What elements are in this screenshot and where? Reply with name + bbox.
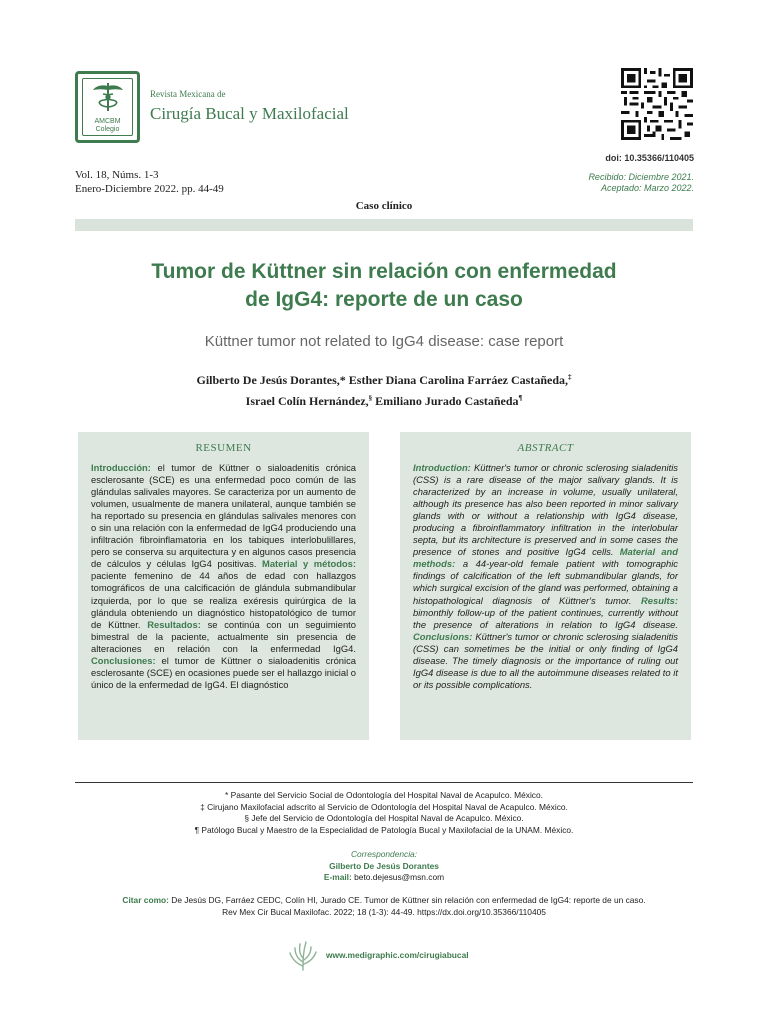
volume-info xyxy=(75,168,224,196)
journal-website-link[interactable]: www.medigraphic.com/cirugiabucal xyxy=(326,950,469,960)
abstract-conclusions-label: Conclusions: xyxy=(413,630,473,642)
correspondence-label: Correspondencia: xyxy=(350,849,418,859)
accepted-date: Aceptado: Marzo 2022. xyxy=(600,183,694,193)
resumen-conclusions-text: el tumor de Küttner o sialoadenitis crónica esclerosante (SCE) en ocasiones puede ser el hallazgo inicial o único de la enfermedad de IgG4. El diagnóstico xyxy=(91,654,356,690)
abstract-heading: ABSTRACT xyxy=(517,442,574,454)
abstract-results-text: bimonthly follow-up of the patient continues, currently without the presence of alterations in relation to IgG4 disease. xyxy=(413,606,678,630)
author-mark-2: § xyxy=(368,394,373,402)
abstract-results-label: Results: xyxy=(641,594,678,606)
author-list xyxy=(80,368,688,410)
abstract-methods-label: Material and methods: xyxy=(413,546,679,570)
section-divider-bar xyxy=(75,219,693,231)
abstract-intro-text: Küttner's tumor or chronic sclerosing sialadenitis (CSS) is a rare disease of the major salivary glands. It is characterized by an increase in volume, usually unilateral, although its presence has also been reported in minor salivary glands with or without a relationship with IgG4 disease, producing a fibroinflammatory infiltration in the interlobular septa, but its architecture is preserved and in some cases the presence of stones and positive IgG4 cells. xyxy=(413,462,678,558)
affiliation-3: § Jefe del Servicio de Odontología del Hospital Naval de Acapulco. México. xyxy=(244,813,524,824)
author-mark-1: ‡ xyxy=(568,373,572,381)
authors-line2b: Emiliano Jurado Castañeda xyxy=(372,394,519,408)
journal-subtitle: Revista Mexicana de xyxy=(150,89,226,99)
resumen-methods-label: Material y métodos: xyxy=(262,558,356,570)
resumen-results-text: se continúa con un seguimiento bimestral de la paciente, actualmente sin presencia de alteraciones en relación con la enfermedad IgG4. xyxy=(91,618,356,654)
title-line1: Tumor de Küttner sin relación con enfermedad xyxy=(151,260,617,283)
resumen-text xyxy=(91,462,356,691)
caduceus-icon xyxy=(92,82,124,112)
affiliations xyxy=(75,790,693,836)
correspondence xyxy=(0,849,768,884)
logo-line1: AMCBM xyxy=(94,118,121,125)
authors-line1: Gilberto De Jesús Dorantes,* Esther Diana Carolina Farráez Castañeda, xyxy=(196,373,569,387)
medigraphic-logo-icon xyxy=(286,938,320,972)
volume-line: Vol. 18, Núms. 1-3 xyxy=(75,169,159,181)
resumen-methods-text: paciente femenino de 44 años de edad con hallazgos tomográficos de una calcificación de glándula submandibular izquierda, por lo que se realiza exéresis quirúrgica de la glándula obteniendo un diagnóstico histopatológico de tumor de Küttner. xyxy=(91,570,356,630)
resumen-results-label: Resultados: xyxy=(147,618,201,630)
affiliation-4: ¶ Patólogo Bucal y Maestro de la Especialidad de Patología Bucal y Maxilofacial de la UNAM. México. xyxy=(194,824,574,835)
abstract-intro-label: Introduction: xyxy=(413,462,471,473)
article-section: Caso clínico xyxy=(355,200,413,212)
affiliation-1: * Pasante del Servicio Social de Odontología del Hospital Naval de Acapulco. México. xyxy=(225,790,543,800)
correspondence-name: Gilberto De Jesús Dorantes xyxy=(329,860,439,871)
resumen-panel xyxy=(78,432,369,740)
citation-line1: De Jesús DG, Farráez CEDC, Colín HI, Jurado CE. Tumor de Küttner sin relación con enfermedad de IgG4: reporte de un caso. xyxy=(168,895,646,905)
resumen-conclusions-label: Conclusiones: xyxy=(91,654,156,666)
authors-line2a: Israel Colín Hernández, xyxy=(245,394,369,408)
resumen-intro-label: Introducción: xyxy=(91,462,151,473)
article-title xyxy=(100,258,668,314)
journal-name: Cirugía Bucal y Maxilofacial xyxy=(150,104,349,123)
english-title: Küttner tumor not related to IgG4 disease: case report xyxy=(204,333,564,350)
citation xyxy=(75,895,693,918)
issue-pages-line: Enero-Diciembre 2022. pp. 44-49 xyxy=(75,183,224,195)
email-address[interactable]: beto.dejesus@msn.com xyxy=(351,872,445,883)
footnote-divider xyxy=(75,782,693,783)
qr-code-icon[interactable] xyxy=(621,68,693,140)
abstract-methods-text: a 44-year-old female patient with tomographic findings of calcification of the left submandibular glands, for which surgical excision of the gland was performed, obtaining a histopathological diagnosis of Küttner's tumor. xyxy=(413,558,678,606)
email-label: E-mail: xyxy=(323,872,352,883)
title-line2: de IgG4: reporte de un caso xyxy=(245,288,523,311)
author-mark-3: ¶ xyxy=(518,394,523,402)
citation-label: Citar como: xyxy=(122,895,169,905)
journal-logo xyxy=(75,71,140,143)
abstract-text xyxy=(413,462,678,691)
publication-dates xyxy=(588,172,694,194)
doi[interactable]: doi: 10.35366/110405 xyxy=(605,153,694,163)
logo-line2: Colegio xyxy=(95,126,120,133)
affiliation-2: ‡ Cirujano Maxilofacial adscrito al Servicio de Odontología del Hospital Naval de Acapulco. México. xyxy=(200,801,568,812)
abstract-conclusions-text: Küttner's tumor or chronic sclerosing sialadenitis (CSS) can sometimes be the initial or only finding of IgG4 disease. The timely diagnosis or the importance of ruling out IgG4 disease is due to all the autoimmune diseases related to it or its possible complications. xyxy=(413,630,678,690)
resumen-intro-text: el tumor de Küttner o sialoadenitis crónica esclerosante (SCE) es una enfermedad poco común de las glándulas salivales mayores. Se caracteriza por un aumento de volumen, usualmente de manera unilateral, aunque también se ha reportado su presencia en glándulas salivales menores con o sin una relación con la enfermedad de IgG4 produciendo una infiltración fibroinflamatoria en los tabiques interlobulillares, pero se conserva su arquitectura y en algunos casos presencia de cálculos y células IgG4 positivas. xyxy=(91,462,356,570)
citation-line2[interactable]: Rev Mex Cir Bucal Maxilofac. 2022; 18 (1-3): 44-49. https://dx.doi.org/10.35366/110405 xyxy=(222,906,546,917)
resumen-heading: RESUMEN xyxy=(195,442,252,454)
abstract-panel xyxy=(400,432,691,740)
received-date: Recibido: Diciembre 2021. xyxy=(588,172,694,182)
